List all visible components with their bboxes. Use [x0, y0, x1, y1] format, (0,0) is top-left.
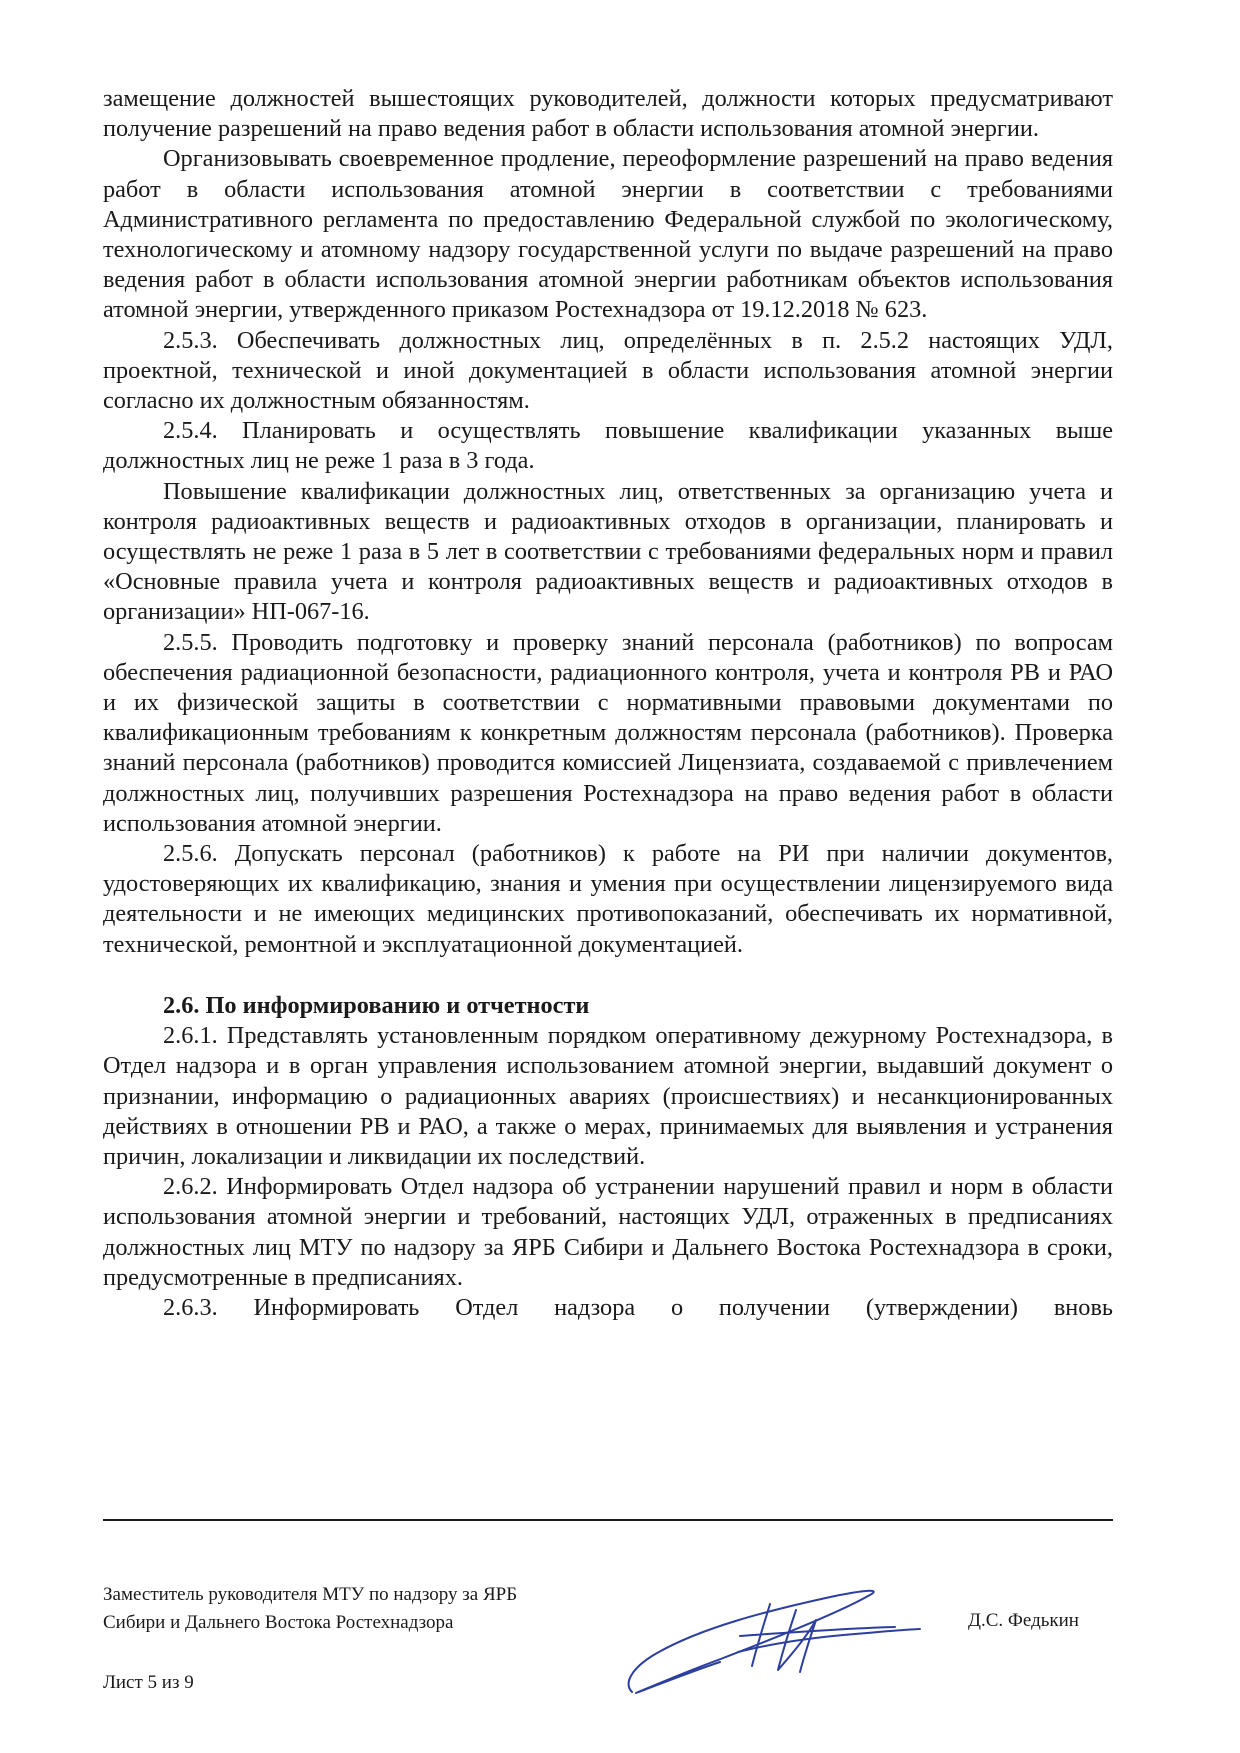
paragraph-permit-renewal: Организовывать своевременное продление, переоформление разрешений на право ведения работ в области использования атомной энергии в соответствии с требованиями Административного регламента по предоставлению Федеральной службой по экологическому, технологическому и атомному надзору государственной услуги по выдаче разрешений на право ведения работ в области использования атомной энергии работникам объектов использования атомной энергии, утвержденного приказом Ростехнадзора от 19.12.2018 № 623. [103, 145, 1113, 324]
paragraph-2-5-3: 2.5.3. Обеспечивать должностных лиц, определённых в п. 2.5.2 настоящих УДЛ, проектной, технической и иной документацией в области использования атомной энергии согласно их должностным обязанностям. [103, 326, 1113, 415]
paragraph-2-6-3: 2.6.3. Информировать Отдел надзора о получении (утверждении) вновь [163, 1293, 1113, 1321]
sheet-number: Лист 5 из 9 [103, 1672, 194, 1693]
footer-position [103, 1581, 517, 1637]
paragraph-2-5-4: 2.5.4. Планировать и осуществлять повышение квалификации указанных выше должностных лиц не реже 1 раза в 3 года. [103, 417, 1113, 475]
paragraph-2-6-2: 2.6.2. Информировать Отдел надзора об устранении нарушений правил и норм в области использования атомной энергии и требований, настоящих УДЛ, отраженных в предписаниях должностных лиц МТУ по надзору за ЯРБ Сибири и Дальнего Востока Ростехнадзора в сроки, предусмотренные в предписаниях. [103, 1173, 1113, 1291]
handwritten-signature [620, 1580, 950, 1700]
signatory-name: Д.С. Федькин [968, 1610, 1079, 1631]
paragraph-2-6-1: 2.6.1. Представлять установленным порядком оперативному дежурному Ростехнадзора, в Отдел надзора и в орган управления использованием атомной энергии, выдавший документ о признании, информацию о радиационных авариях (происшествиях) и несанкционированных действиях в отношении РВ и РАО, а также о мерах, принимаемых для выявления и устранения причин, локализации и ликвидации их последствий. [103, 1022, 1113, 1170]
paragraph-continuation: замещение должностей вышестоящих руководителей, должности которых предусматривают получение разрешений на право ведения работ в области использования атомной энергии. [103, 85, 1113, 143]
section-heading-2-6: 2.6. По информированию и отчетности [163, 991, 590, 1019]
paragraph-2-5-5: 2.5.5. Проводить подготовку и проверку знаний персонала (работников) по вопросам обеспечения радиационной безопасности, радиационного контроля, учета и контроля РВ и РАО и их физической защиты в соответствии с нормативными правовыми документами по квалификационным требованиям к конкретным должностям персонала (работников). Проверка знаний персонала (работников) проводится комиссией Лицензиата, создаваемой с привлечением должностных лиц, получивших разрешения Ростехнадзора на право ведения работ в области использования атомной энергии. [103, 628, 1113, 837]
paragraph-qualification: Повышение квалификации должностных лиц, ответственных за организацию учета и контроля радиоактивных веществ и радиоактивных отходов в организации, планировать и осуществлять не реже 1 раза в 5 лет в соответствии с требованиями федеральных норм и правил «Основные правила учета и контроля радиоактивных веществ и радиоактивных отходов в организации» НП-067-16. [103, 477, 1113, 626]
paragraph-2-5-6: 2.5.6. Допускать персонал (работников) к работе на РИ при наличии документов, удостоверяющих их квалификацию, знания и умения при осуществлении лицензируемого вида деятельности и не имеющих медицинских противопоказаний, обеспечивать их нормативной, технической, ремонтной и эксплуатационной документацией. [103, 840, 1113, 958]
document-body [103, 84, 1113, 1323]
footer-position-line-1: Заместитель руководителя МТУ по надзору за ЯРБ [103, 1584, 518, 1605]
footer-position-line-2: Сибири и Дальнего Востока Ростехнадзора [103, 1612, 454, 1633]
footer-divider [103, 1519, 1113, 1521]
